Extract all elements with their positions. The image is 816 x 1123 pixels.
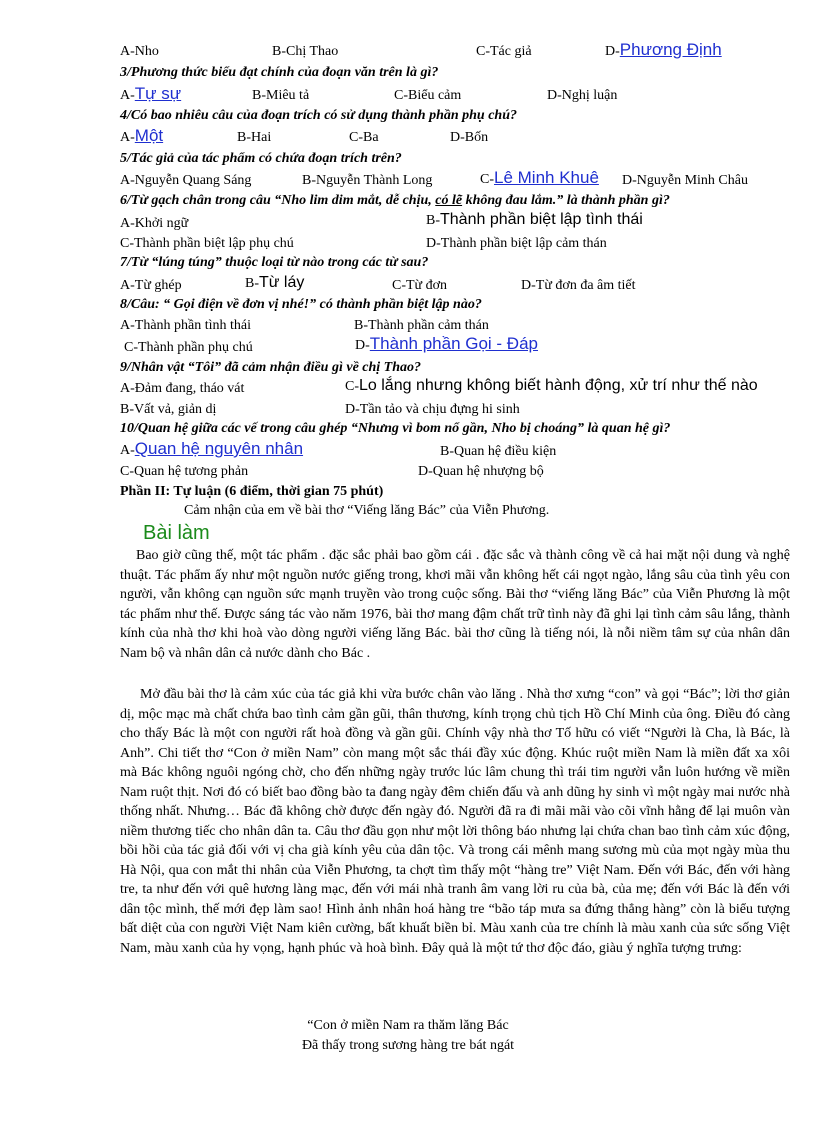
q7-question: 7/Từ “lúng túng” thuộc loại từ nào trong các từ sau?	[120, 255, 429, 270]
q4-option-b: B-Hai	[237, 130, 272, 145]
q3-option-b: B-Miêu tả	[252, 88, 310, 103]
q4-option-d: D-Bốn	[450, 130, 489, 145]
part2-title: Phần II: Tự luận (6 điểm, thời gian 75 phút)	[120, 484, 384, 499]
q7-option-a: A-Từ ghép	[120, 278, 182, 293]
q7-option-d: D-Từ đơn đa âm tiết	[521, 278, 636, 293]
q5-option-a: A-Nguyễn Quang Sáng	[120, 173, 252, 188]
q4-question: 4/Có bao nhiêu câu của đoạn trích có sử dụng thành phần phụ chú?	[120, 108, 518, 123]
poem-line-1: “Con ở miền Nam ra thăm lăng Bác	[307, 1018, 509, 1033]
q7-option-c: C-Từ đơn	[392, 278, 448, 293]
q3-option-d: D-Nghị luận	[547, 88, 618, 103]
q9-option-b: B-Vất vả, giản dị	[120, 402, 217, 417]
q10-question: 10/Quan hệ giữa các vế trong câu ghép “Nhưng vì bom nổ gần, Nho bị choáng” là quan hệ gì?	[120, 421, 671, 436]
part2-prompt: Cảm nhận của em về bài thơ “Viếng lăng Bác” của Viễn Phương.	[184, 503, 550, 518]
q6-question: 6/Từ gạch chân trong câu “Nho lim dim mắt, dễ chịu, có lẽ không đau lắm.” là thành phần gì?	[120, 193, 670, 208]
q7-option-b: B-Từ láy	[245, 274, 305, 291]
q3-option-a: A-Tự sự	[120, 84, 182, 103]
q2-option-a: A-Nho	[120, 44, 159, 59]
q6-option-c: C-Thành phần biệt lập phụ chú	[120, 236, 294, 251]
q3-question: 3/Phương thức biểu đạt chính của đoạn văn trên là gì?	[120, 65, 439, 80]
q6-option-a: A-Khởi ngữ	[120, 216, 189, 231]
q10-option-b: B-Quan hệ điều kiện	[440, 444, 557, 459]
q5-option-c: C-Lê Minh Khuê	[480, 168, 599, 187]
poem-line-2: Đã thấy trong sương hàng tre bát ngát	[301, 1038, 515, 1053]
q10-option-c: C-Quan hệ tương phản	[120, 464, 249, 479]
q2-option-d: D-Phương Định	[605, 40, 722, 59]
q8-option-c: C-Thành phần phụ chú	[124, 340, 253, 355]
q2-option-c: C-Tác giả	[476, 44, 532, 59]
q8-option-a: A-Thành phần tình thái	[120, 318, 252, 333]
q8-question: 8/Câu: “ Gọi điện về đơn vị nhé!” có thành phần biệt lập nào?	[120, 297, 482, 312]
q9-option-c: C-Lo lắng nhưng không biết hành động, xử trí như thế nào	[345, 377, 758, 394]
essay-heading: Bài làm	[143, 522, 210, 544]
q9-option-a: A-Đảm đang, tháo vát	[120, 381, 245, 396]
q8-option-d: D-Thành phần Gọi - Đáp	[355, 334, 538, 353]
q4-option-c: C-Ba	[349, 130, 379, 145]
essay-paragraph-2: Mở đầu bài thơ là cảm xúc của tác giả khi vừa bước chân vào lăng . Nhà thơ xưng “con” và gọi “Bác”; lời thơ giản dị, mộc mạc mà chất chứa bao tình cảm gần gũi, thân thương, kính trọng chủ tịch Hồ Chí Minh của ông. Điều đó càng cho thấy Bác là một con người rất hoà đồng và gần gũi. Chính vậy nhà thơ Tố hữu có viết “Người là Cha, là Bác, là Anh”. Chi tiết thơ “Con ở miền Nam” còn mang một sắc thái đầy xúc động. Khúc ruột miền Nam là miền đất xa xôi mà Bác không nguôi ngóng chờ, cho đến những ngày trước lúc lâm chung thì trái tim người vẫn luôn hướng về miền Nam ruột thịt. Nơi đó có biết bao đồng bào ta đang ngày đêm chiến đấu và anh dũng hy sinh vì một ngày mai nước nhà thống nhất. Nhưng… Bác đã không chờ được đến ngày đó. Người đã ra đi mãi mãi vào cõi vĩnh hằng để lại muôn vàn niềm thương tiếc cho nhân dân ta. Câu thơ đầu gọn như một lời thông báo nhưng lại chứa chan bao tình cảm xúc động, bồi hồi của tác giả đối với vị cha già kính yêu của dân tộc. Và trong cái mênh mang sương mù của mọt ngày mùa thu Hà Nội, qua con mắt thi nhân của Viễn Phương, ta chợt tìm thấy một “hàng tre” Việt Nam. Đến với Bác, đến với hàng tre, ta như đến với quê hương làng mạc, đến với mái nhà tranh âm vang lời ru của bà, của mẹ; đến với Bác là đến với dân tộc mình, thế mới đẹp làm sao! Hình ảnh nhân hoá hàng tre “bão táp mưa sa đứng thẳng hàng” còn là biểu tượng bất diệt của con người Việt Nam kiên cường, bất khuất biền bỉ. Màu xanh của tre chính là màu xanh của sức sống Việt Nam, màu xanh của hy vọng, hạnh phúc và hoà bình. Đây quả là một tứ thơ độc đáo, giàu ý nghĩa tượng trưng:	[120, 687, 790, 956]
q8-option-b: B-Thành phần cảm thán	[354, 318, 489, 333]
q10-option-d: D-Quan hệ nhượng bộ	[418, 464, 544, 479]
q10-option-a: A-Quan hệ nguyên nhân	[120, 439, 304, 458]
q3-option-c: C-Biểu cảm	[394, 88, 462, 103]
q5-question: 5/Tác giả của tác phẩm có chứa đoạn trích trên?	[120, 151, 402, 166]
q6-option-b: B-Thành phần biệt lập tình thái	[426, 211, 643, 228]
q6-option-d: D-Thành phần biệt lập cảm thán	[426, 236, 607, 251]
q9-question: 9/Nhân vật “Tôi” đã cảm nhận điều gì về chị Thao?	[120, 360, 422, 375]
essay-paragraph-1: Bao giờ cũng thế, một tác phẩm . đặc sắc phải bao gồm cái . đặc sắc và thành công về cả hai mặt nội dung và nghệ thuật. Tác phẩm ấy như một nguồn nước giếng trong, khơi mãi vẫn không hết cái ngọt ngào, lắng sâu của tình yêu con người, vẫn không cạn nguồn sức mạnh truyền vào trong cuộc sống. Bài thơ “viếng lăng Bác” của Viễn Phương là một tác phẩm như thế. Được sáng tác vào năm 1976, bài thơ mang đậm chất trữ tình này đã ghi lại tình cảm sâu lắng, thành kính của nhà thơ khi hoà vào dòng người viếng lăng Bác. bài thơ cũng là tiếng nói, là nỗi niềm tâm sự của nhân dân Nam bộ và nhân dân cả nước dành cho Bác .	[120, 548, 790, 661]
q9-option-d: D-Tần tảo và chịu đựng hi sinh	[345, 402, 520, 417]
q5-option-d: D-Nguyễn Minh Châu	[622, 173, 748, 188]
q2-option-b: B-Chị Thao	[272, 44, 339, 59]
q5-option-b: B-Nguyễn Thành Long	[302, 173, 433, 188]
q4-option-a: A-Một	[120, 126, 164, 145]
